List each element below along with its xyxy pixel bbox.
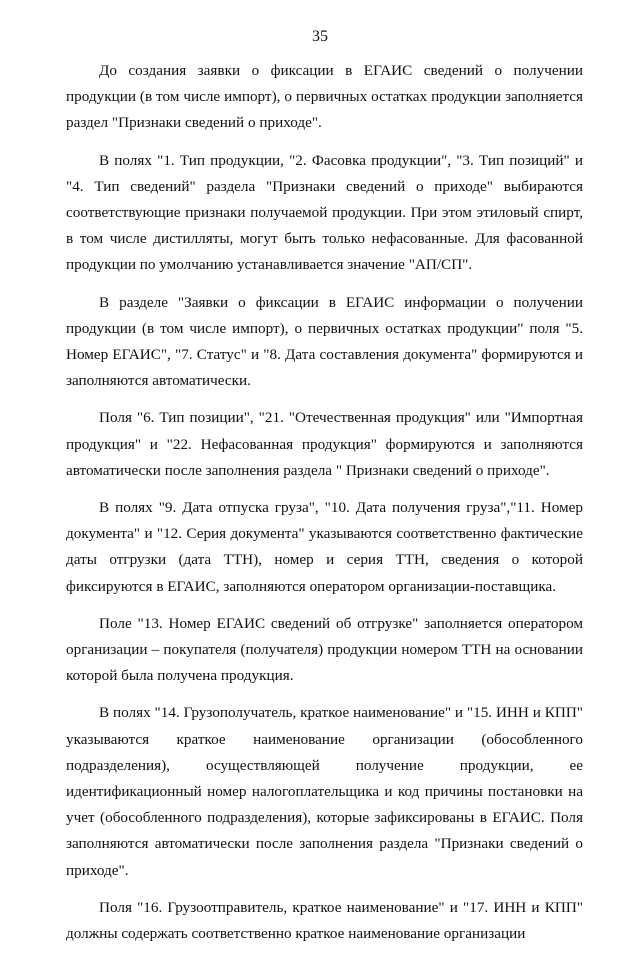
- paragraph-5: В полях "9. Дата отпуска груза", "10. Дата получения груза","11. Номер документа" и "12. Серия документа" указываются соответственно фактические даты отгрузки (дата ТТН), номер и серия ТТН, сведения о которой фиксируются в ЕГАИС, заполняются оператором организации-поставщика.: [66, 499, 583, 595]
- paragraph-4: Поля "6. Тип позиции", "21. "Отечественная продукция" или "Импортная продукция" и "22. Нефасованная продукция" формируются и заполняются автоматически после заполнения раздела " Признаки сведений о приходе".: [66, 409, 583, 479]
- page-number: 35: [312, 28, 328, 45]
- document-body: [66, 58, 583, 958]
- paragraph-7: В полях "14. Грузополучатель, краткое наименование" и "15. ИНН и КПП" указываются краткое наименование организации (обособленного подразделения), осуществляющей получение продукции, ее идентификационный номер налогоплательщика и код причины постановки на учет (обособленного подразделения), которые зафиксированы в ЕГАИС. Поля заполняются автоматически после заполнения раздела "Признаки сведений о приходе".: [66, 704, 583, 879]
- paragraph-3: В разделе "Заявки о фиксации в ЕГАИС информации о получении продукции (в том числе импорт), о первичных остатках продукции" поля "5. Номер ЕГАИС", "7. Статус" и "8. Дата составления документа" формируются и заполняются автоматически.: [66, 293, 583, 390]
- paragraph-1: До создания заявки о фиксации в ЕГАИС сведений о получении продукции (в том числе импорт), о первичных остатках продукции заполняется раздел "Признаки сведений о приходе".: [66, 62, 583, 132]
- paragraph-8: Поля "16. Грузоотправитель, краткое наименование" и "17. ИНН и КПП" должны содержать соответственно краткое наименование организации: [66, 898, 583, 943]
- paragraph-2: В полях "1. Тип продукции, "2. Фасовка продукции", "3. Тип позиций" и "4. Тип сведений" раздела "Признаки сведений о приходе" выбираются соответствующие признаки получаемой продукции. При этом этиловый спирт, в том числе дистилляты, могут быть только нефасованные. Для фасованной продукции по умолчанию устанавливается значение "АП/СП".: [66, 151, 583, 274]
- paragraph-6: Поле "13. Номер ЕГАИС сведений об отгрузке" заполняется оператором организации – покупателя (получателя) продукции номером ТТН на основании которой была получена продукция.: [66, 614, 583, 685]
